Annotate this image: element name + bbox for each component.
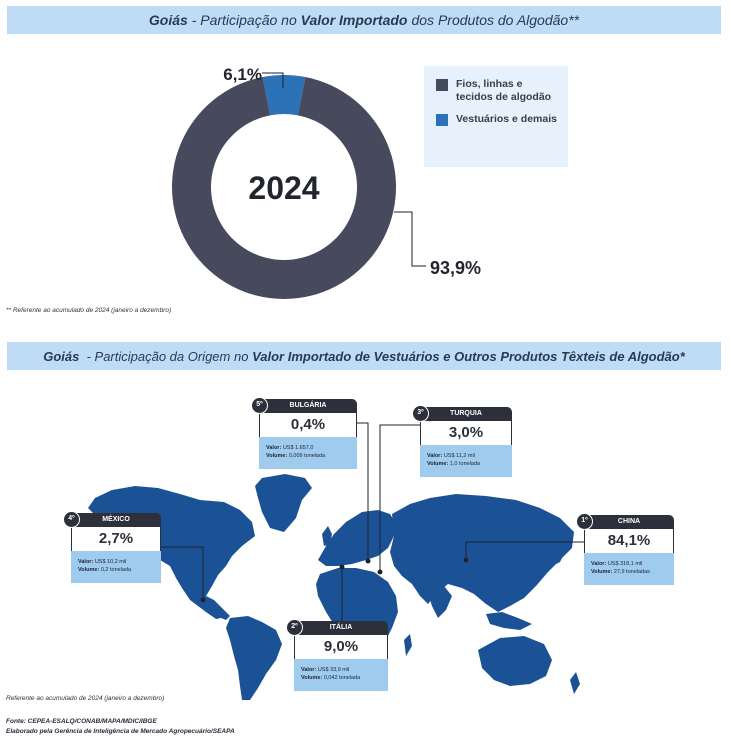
card-valor xyxy=(266,444,357,452)
volume-value: 0,2 tonelada xyxy=(100,567,132,573)
map-title-middle: - Participação da Origem no xyxy=(79,348,253,364)
card-percentage: 0,4% xyxy=(259,413,357,437)
card-country-name: CHINA xyxy=(617,518,641,525)
dot-turquia xyxy=(378,570,383,575)
country-card-china xyxy=(581,515,674,585)
legend-swatch-fios xyxy=(436,79,448,91)
card-rank-badge: 4º xyxy=(63,511,80,528)
volume-value: 1,0 tonelada xyxy=(449,461,481,467)
card-country-name: BULGÁRIA xyxy=(289,402,327,409)
title-middle: - Participação no xyxy=(187,12,301,28)
volume-label: Volume: xyxy=(301,675,323,681)
footnote-donut: ** Referente ao acumulado de 2024 (janeiro a dezembro) xyxy=(6,307,172,314)
valor-value: US$ 318,1 mil xyxy=(607,561,643,567)
card-volume xyxy=(591,568,674,576)
title-prefix: Goiás xyxy=(148,12,188,28)
volume-label: Volume: xyxy=(266,453,288,459)
donut-center-label: 2024 xyxy=(248,170,320,206)
valor-value: US$ 1.657,0 xyxy=(282,445,314,451)
dot-bulgaria xyxy=(366,559,371,564)
valor-label: Valor: xyxy=(266,445,282,451)
card-valor xyxy=(427,452,512,460)
source-line: Fonte: CEPEA-ESALQ/CONAB/MAPA/MDIC/IBGE xyxy=(6,718,157,725)
chart-legend xyxy=(424,66,568,167)
valor-value: US$ 33,9 mil xyxy=(317,667,350,673)
legend-label-fios: Fios, linhas e tecidos de algodão xyxy=(456,78,552,103)
card-header xyxy=(417,407,512,421)
slice-vestuarios xyxy=(263,75,306,115)
greenland-shape xyxy=(255,474,312,532)
card-valor xyxy=(78,558,161,566)
value-label-fios: 93,9% xyxy=(430,258,482,278)
card-volume xyxy=(427,460,512,468)
legend-swatch-vestuarios xyxy=(436,114,448,126)
card-header xyxy=(68,513,161,527)
map-title-prefix: Goiás xyxy=(43,348,80,364)
valor-label: Valor: xyxy=(427,453,443,459)
new-zealand-shape xyxy=(570,672,580,694)
map-title-bold: Valor Importado de Vestuários e Outros Produtos Têxteis de Algodão* xyxy=(252,348,685,364)
donut-chart xyxy=(0,40,731,320)
value-label-vestuarios: 6,1% xyxy=(223,65,262,84)
card-rank-badge: 5º xyxy=(251,397,268,414)
valor-value: US$ 10,2 mil xyxy=(94,559,127,565)
valor-label: Valor: xyxy=(301,667,317,673)
leader-fios xyxy=(394,212,426,266)
card-percentage: 2,7% xyxy=(71,527,161,551)
asia-shape xyxy=(390,494,574,612)
card-percentage: 9,0% xyxy=(294,635,388,659)
credit-line: Elaborado pela Gerência de Inteligência de Mercado Agropecuário/SEAPA xyxy=(6,728,235,735)
legend-item-fios xyxy=(436,78,558,104)
se-asia-islands-shape xyxy=(486,612,532,630)
valor-label: Valor: xyxy=(591,561,607,567)
card-valor xyxy=(301,666,388,674)
dot-italia xyxy=(340,565,345,570)
country-card-turquia xyxy=(417,407,512,477)
card-country-name: MÉXICO xyxy=(102,516,130,523)
dot-china xyxy=(464,558,469,563)
card-volume xyxy=(78,566,161,574)
valor-value: US$ 11,2 mil xyxy=(443,453,475,459)
card-details xyxy=(420,445,512,477)
country-card-bulgaria xyxy=(256,399,357,469)
volume-value: 27,9 toneladas xyxy=(613,569,650,575)
card-details xyxy=(294,659,388,691)
central-america-shape xyxy=(206,596,230,620)
legend-item-vestuarios xyxy=(436,113,558,126)
card-volume xyxy=(266,452,357,460)
volume-value: 0,009 tonelada xyxy=(288,453,326,459)
card-country-name: ITÁLIA xyxy=(329,624,353,631)
volume-label: Volume: xyxy=(591,569,613,575)
title-rest: dos Produtos do Algodão** xyxy=(411,12,580,28)
country-card-mexico xyxy=(68,513,161,583)
card-rank-badge: 3º xyxy=(412,405,429,422)
card-header xyxy=(581,515,674,529)
volume-value: 0,042 tonelada xyxy=(323,675,361,681)
dot-mexico xyxy=(201,598,206,603)
chart-title-banner xyxy=(7,6,721,34)
card-details xyxy=(259,437,357,469)
madagascar-shape xyxy=(404,634,412,656)
card-header xyxy=(256,399,357,413)
title-bold: Valor Importado xyxy=(300,12,408,28)
volume-label: Volume: xyxy=(78,567,100,573)
card-header xyxy=(291,621,388,635)
card-details xyxy=(584,553,674,585)
india-shape xyxy=(426,586,452,618)
card-country-name: TURQUIA xyxy=(450,410,482,417)
legend-label-vestuarios: Vestuários e demais xyxy=(456,113,557,125)
footnote-map: Referente ao acumulado de 2024 (janeiro a dezembro) xyxy=(6,695,165,702)
card-percentage: 3,0% xyxy=(420,421,512,445)
map-title-banner xyxy=(7,342,721,370)
country-card-italia xyxy=(291,621,388,691)
card-rank-badge: 1º xyxy=(576,513,593,530)
card-volume xyxy=(301,674,388,682)
south-america-shape xyxy=(226,616,282,700)
card-rank-badge: 2º xyxy=(286,619,303,636)
australia-shape xyxy=(478,636,552,686)
volume-label: Volume: xyxy=(427,461,449,467)
valor-label: Valor: xyxy=(78,559,94,565)
card-percentage: 84,1% xyxy=(584,529,674,553)
card-valor xyxy=(591,560,674,568)
card-details xyxy=(71,551,161,583)
